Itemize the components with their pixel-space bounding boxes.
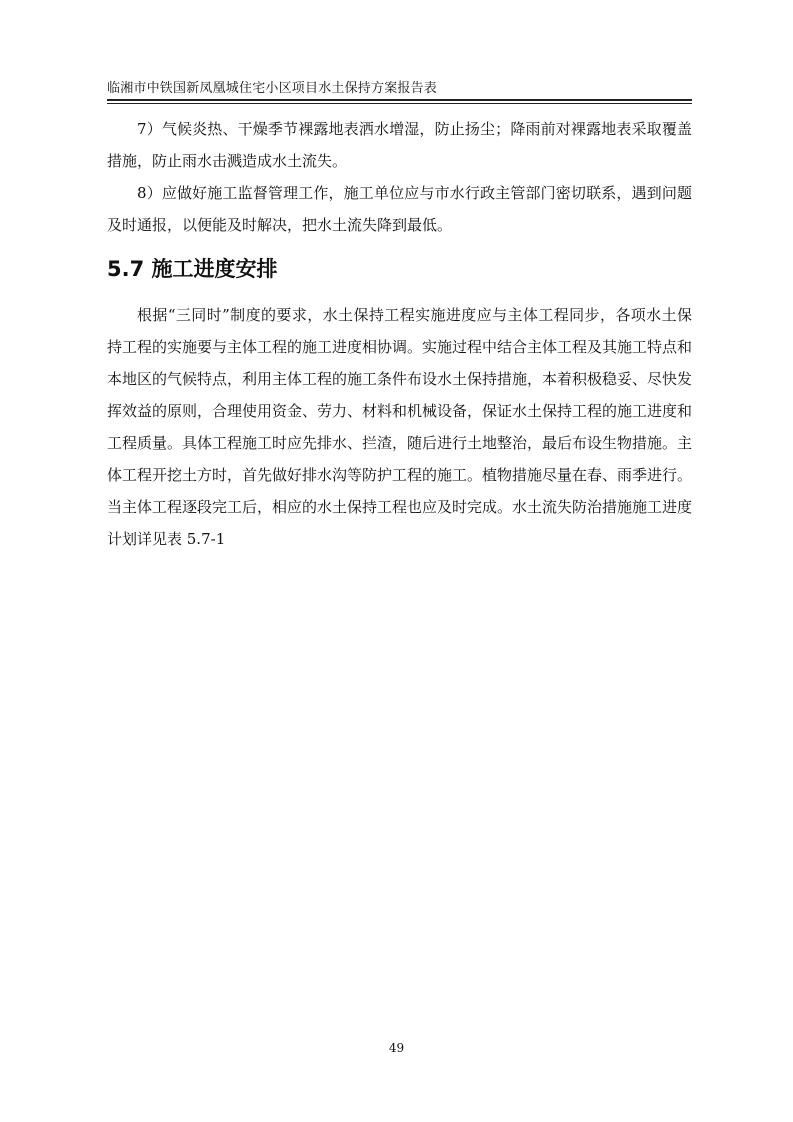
document-title: 临湘市中铁国新凤凰城住宅小区项目水土保持方案报告表 xyxy=(107,81,438,96)
paragraph-item-8: 8）应做好施工监督管理工作，施工单位应与市水行政主管部门密切联系，遇到问题及时通报，以便能及时解决，把水土流失降到最低。 xyxy=(107,184,692,234)
page-header xyxy=(107,78,692,100)
page-body xyxy=(107,113,692,555)
header-rule-thin xyxy=(107,103,692,104)
section-heading: 5.7 施工进度安排 xyxy=(107,257,278,281)
header-rule-thick xyxy=(107,99,692,101)
section-paragraph: 根据“三同时”制度的要求，水土保持工程实施进度应与主体工程同步，各项水土保持工程的实施要与主体工程的施工进度相协调。实施过程中结合主体工程及其施工特点和本地区的气候特点，利用主体工程的施工条件布设水土保持措施，本着积极稳妥、尽快发挥效益的原则，合理使用资金、劳力、材料和机械设备，保证水土保持工程的施工进度和工程质量。具体工程施工时应先排水、拦渣，随后进行土地整治，最后布设生物措施。主体工程开挖土方时，首先做好排水沟等防护工程的施工。植物措施尽量在春、雨季进行。当主体工程逐段完工后，相应的水土保持工程也应及时完成。水土流失防治措施施工进度计划详见表 5.7-1 xyxy=(107,306,693,548)
page-number: 49 xyxy=(388,1041,405,1055)
paragraph-item-7: 7）气候炎热、干燥季节裸露地表洒水增湿，防止扬尘；降雨前对裸露地表采取覆盖措施，防止雨水击溅造成水土流失。 xyxy=(107,120,692,170)
